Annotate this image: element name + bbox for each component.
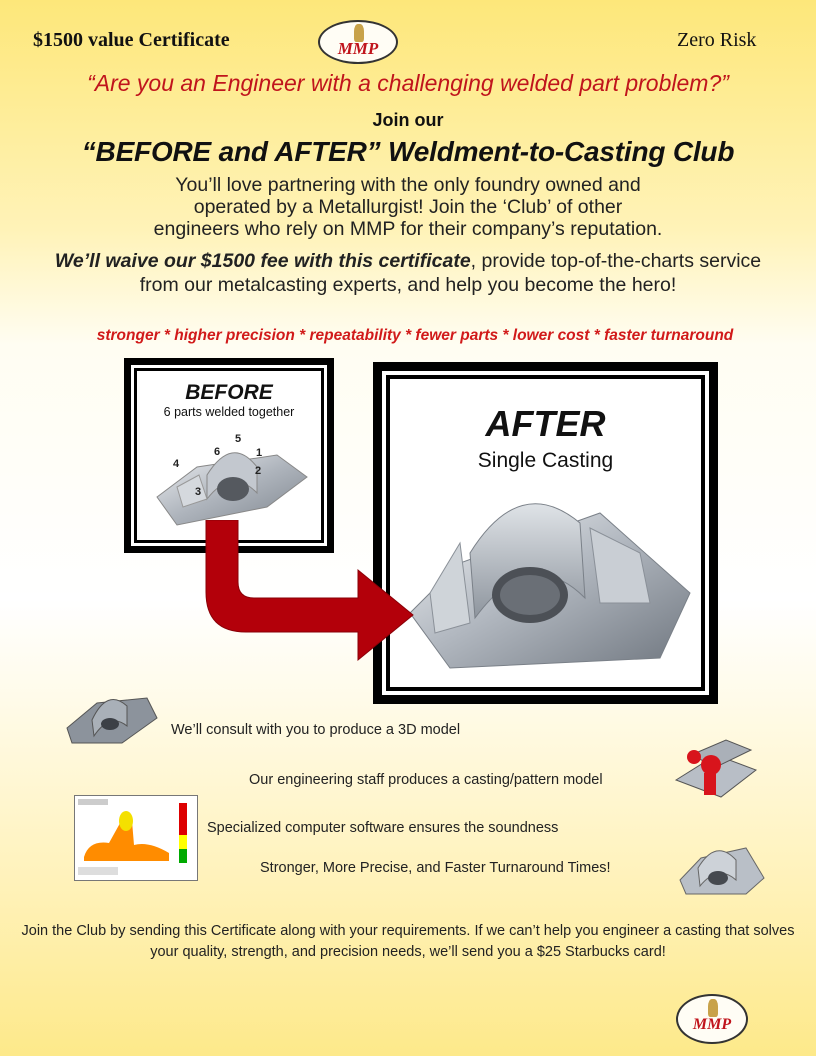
step-stronger: Stronger, More Precise, and Faster Turnaround Times! xyxy=(260,860,611,876)
pattern-model-icon xyxy=(666,735,766,805)
offer-bold: We’ll waive our $1500 fee with this certificate xyxy=(54,250,471,272)
part-number-5: 5 xyxy=(235,433,242,445)
mmp-logo-footer xyxy=(676,994,748,1044)
finished-casting-icon xyxy=(676,838,766,898)
closing-paragraph: Join the Club by sending this Certificate along with your requirements. If we can’t help you engineer a casting that solves your quality, strength, and precision needs, we’ll send you a $25 Starbucks card! xyxy=(21,923,795,960)
mmp-logo xyxy=(318,20,398,64)
step-simulation: Specialized computer software ensures the soundness xyxy=(207,820,559,836)
offer-paragraph xyxy=(36,249,780,297)
club-title: “BEFORE and AFTER” Weldment-to-Casting Club xyxy=(81,136,735,167)
zero-risk-label: Zero Risk xyxy=(677,29,757,51)
before-subtitle: 6 parts welded together xyxy=(163,405,295,419)
after-title: AFTER xyxy=(485,403,606,444)
offer-rest: , provide top-of-the-charts service from our metalcasting experts, and help you become the hero! xyxy=(139,250,762,296)
after-subtitle: Single Casting xyxy=(477,449,614,472)
step-pattern-model: Our engineering staff produces a casting/pattern model xyxy=(249,772,603,788)
benefits-line: stronger * higher precision * repeatability * fewer parts * lower cost * faster turnaround xyxy=(96,327,734,344)
3d-model-icon xyxy=(62,688,162,750)
step-3d-model: We’ll consult with you to produce a 3D model xyxy=(171,722,461,738)
part-number-6: 6 xyxy=(214,446,221,458)
before-title: BEFORE xyxy=(185,381,273,404)
before-to-after-arrow xyxy=(198,520,438,665)
part-number-3: 3 xyxy=(195,486,202,498)
certificate-title: $1500 value Certificate xyxy=(33,29,230,51)
simulation-software-icon xyxy=(74,795,198,881)
part-number-2: 2 xyxy=(255,465,262,477)
logo-text-footer: MMP xyxy=(692,1016,732,1033)
part-number-1: 1 xyxy=(256,447,263,459)
join-our-label: Join our xyxy=(372,110,444,130)
intro-paragraph: You’ll love partnering with the only foundry owned and operated by a Metallurgist! Join the ‘Club’ of other engineers who rely on MMP for their company’s reputation. xyxy=(153,174,663,240)
logo-text: MMP xyxy=(337,39,379,58)
part-number-4: 4 xyxy=(173,458,180,470)
tagline: “Are you an Engineer with a challenging welded part problem?” xyxy=(87,70,729,96)
